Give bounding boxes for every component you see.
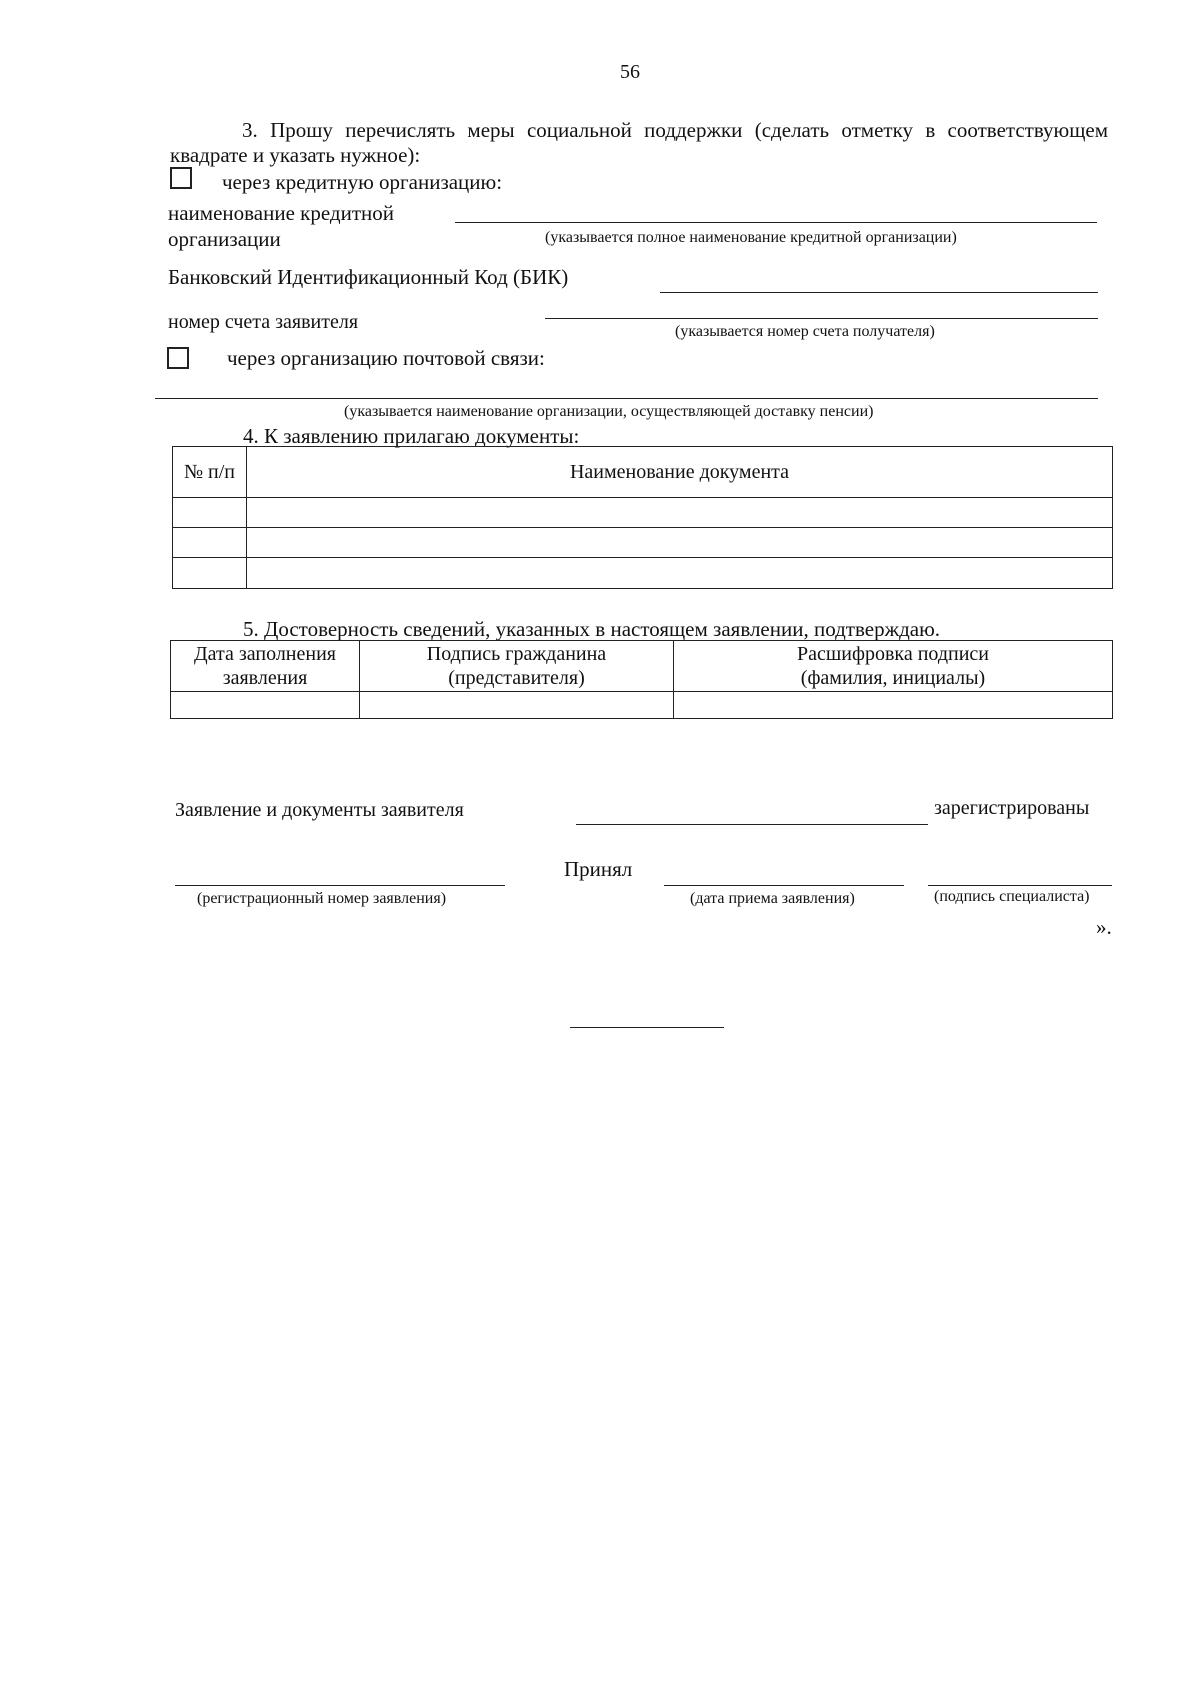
account-label: номер счета заявителя: [168, 311, 359, 333]
page-number: 56: [620, 61, 640, 83]
bank-name-hint: (указывается полное наименование кредитной организации): [545, 229, 957, 246]
table-row: [173, 528, 1113, 558]
closing-quote: ».: [1096, 915, 1112, 939]
document-name-cell[interactable]: [247, 558, 1113, 589]
signature-column-header: [360, 641, 674, 692]
documents-table-header-row: [173, 447, 1113, 498]
registration-middle-field[interactable]: [576, 824, 928, 825]
document-name-cell[interactable]: [247, 498, 1113, 528]
bik-label: Банковский Идентификационный Код (БИК): [168, 265, 569, 289]
document-name-cell[interactable]: [247, 528, 1113, 558]
signature-column-header-line2: (представителя): [448, 667, 585, 689]
account-hint: (указывается номер счета получателя): [675, 323, 935, 340]
confirmation-table-header-row: [171, 641, 1113, 692]
document-number-cell[interactable]: [173, 528, 247, 558]
signature-column-header-line1: Подпись гражданина: [426, 643, 607, 665]
bank-name-field[interactable]: [455, 222, 1097, 223]
document-number-cell[interactable]: [173, 558, 247, 589]
post-option-label: через организацию почтовой связи:: [227, 346, 545, 370]
decoding-column-header-line2: (фамилия, инициалы): [800, 667, 986, 689]
accepted-label: Принял: [564, 857, 633, 881]
bik-field[interactable]: [660, 292, 1098, 293]
specialist-signature-field[interactable]: [928, 885, 1112, 886]
registration-number-hint: (регистрационный номер заявления): [197, 890, 447, 907]
bank-name-label-line1: наименование кредитной: [168, 201, 394, 225]
documents-col-number-header: № п/п: [173, 447, 247, 498]
registration-left-text: Заявление и документы заявителя: [175, 799, 464, 821]
confirmation-table: [170, 640, 1113, 719]
section3-intro-line2: квадрате и указать нужное):: [170, 143, 421, 167]
specialist-signature-hint: (подпись специалиста): [934, 888, 1090, 905]
table-row: [173, 498, 1113, 528]
acceptance-date-field[interactable]: [664, 885, 904, 886]
signature-cell[interactable]: [360, 692, 674, 719]
date-cell[interactable]: [171, 692, 360, 719]
section5-heading: 5. Достоверность сведений, указанных в настоящем заявлении, подтверждаю.: [243, 617, 941, 641]
date-column-header: [171, 641, 360, 692]
acceptance-date-hint: (дата приема заявления): [690, 890, 855, 907]
bank-option-checkbox[interactable]: [170, 167, 192, 189]
documents-table: [172, 446, 1113, 589]
decoding-cell[interactable]: [674, 692, 1113, 719]
table-row: [171, 692, 1113, 719]
document-number-cell[interactable]: [173, 498, 247, 528]
end-separator-line: [570, 1027, 724, 1028]
section4-heading: 4. К заявлению прилагаю документы:: [243, 424, 580, 448]
section3-intro-line1: 3. Прошу перечислять меры социальной поддержки (сделать отметку в соответствующем: [242, 118, 1108, 142]
bank-option-label: через кредитную организацию:: [222, 170, 503, 194]
date-column-header-line2: заявления: [222, 667, 308, 689]
registration-right-text: зарегистрированы: [934, 797, 1090, 819]
table-row: [173, 558, 1113, 589]
documents-col-name-header: Наименование документа: [247, 447, 1113, 498]
decoding-column-header-line1: Расшифровка подписи: [797, 643, 989, 665]
decoding-column-header: [674, 641, 1113, 692]
post-option-checkbox[interactable]: [167, 347, 189, 369]
bank-name-label-line2: организации: [168, 227, 281, 251]
post-organization-field[interactable]: [155, 398, 1098, 399]
registration-number-field[interactable]: [175, 885, 505, 886]
post-hint: (указывается наименование организации, осуществляющей доставку пенсии): [344, 403, 874, 420]
date-column-header-line1: Дата заполнения: [194, 643, 336, 665]
account-field[interactable]: [545, 318, 1098, 319]
